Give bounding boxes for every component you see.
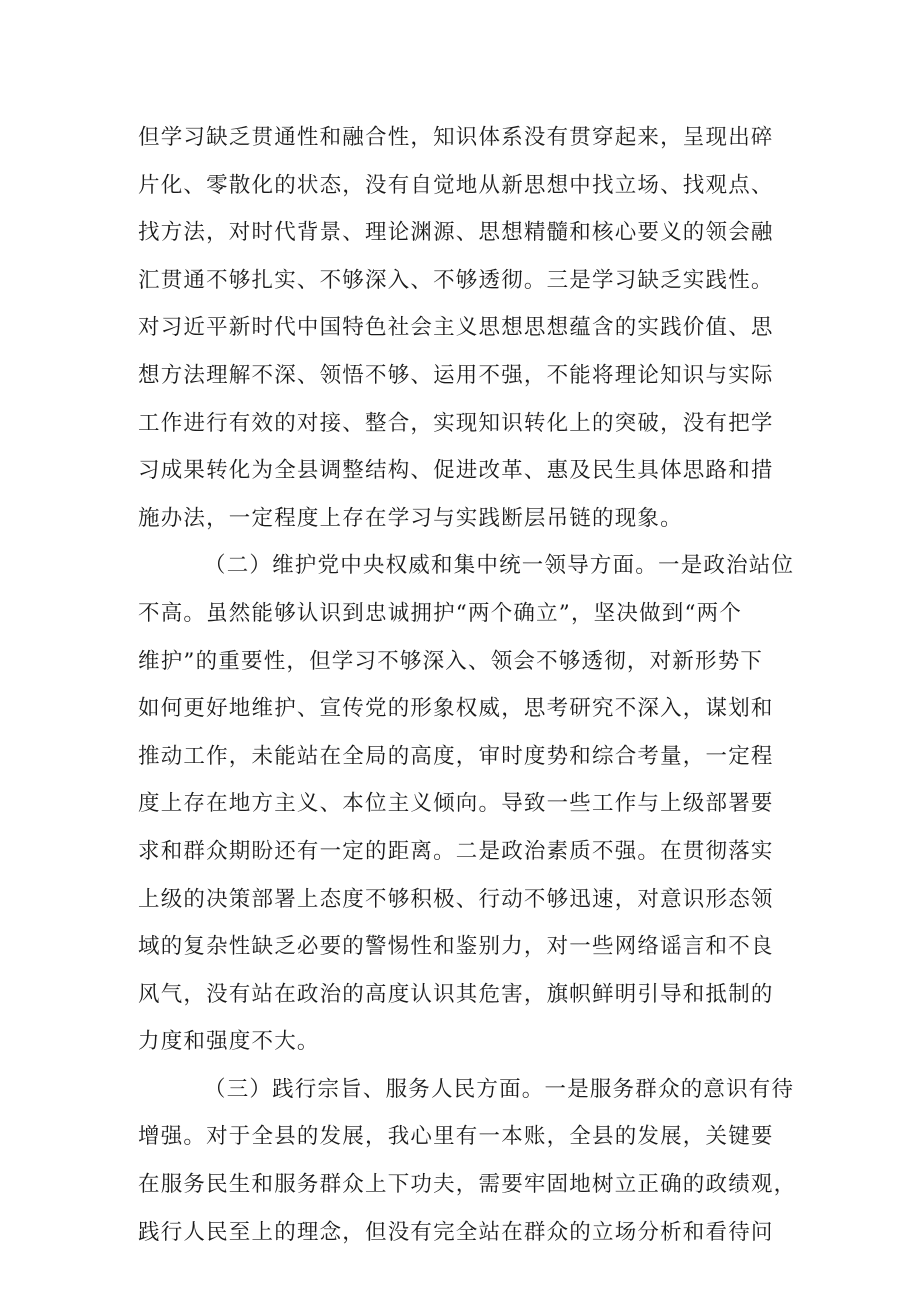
text-line: 工作进行有效的对接、整合，实现知识转化上的突破，没有把学 [138, 410, 774, 436]
paragraph-first-line: （二）维护党中央权威和集中统一领导方面。一是政治站位 [204, 553, 795, 579]
text-line: 上级的决策部署上态度不够积极、行动不够迅速，对意识形态领 [138, 886, 774, 912]
text-line: 对习近平新时代中国特色社会主义思想思想蕴含的实践价值、思 [138, 315, 774, 341]
text-line: 维护”的重要性，但学习不够深入、领会不够透彻，对新形势下 [138, 648, 764, 674]
text-line: 习成果转化为全县调整结构、促进改革、惠及民生具体思路和措 [138, 458, 774, 484]
text-line: 度上存在地方主义、本位主义倾向。导致一些工作与上级部署要 [138, 791, 774, 817]
text-line: 如何更好地维护、宣传党的形象权威，思考研究不深入，谋划和 [138, 696, 774, 722]
text-line: 求和群众期盼还有一定的距离。二是政治素质不强。在贯彻落实 [138, 838, 774, 864]
document-body-text [138, 114, 802, 1256]
text-line: 片化、零散化的状态，没有自觉地从新思想中找立场、找观点、 [138, 172, 774, 198]
text-line: 力度和强度不大。 [138, 1029, 320, 1055]
text-line: 践行人民至上的理念，但没有完全站在群众的立场分析和看待问 [138, 1219, 774, 1245]
text-line: 但学习缺乏贯通性和融合性，知识体系没有贯穿起来，呈现出碎 [138, 125, 774, 150]
paragraph-first-line: （三）践行宗旨、服务人民方面。一是服务群众的意识有待 [204, 1076, 795, 1102]
text-line: 汇贯通不够扎实、不够深入、不够透彻。三是学习缺乏实践性。 [138, 267, 774, 293]
text-line: 想方法理解不深、领悟不够、运用不强，不能将理论知识与实际 [138, 362, 774, 388]
text-line: 风气，没有站在政治的高度认识其危害，旗帜鲜明引导和抵制的 [138, 981, 774, 1007]
text-line: 增强。对于全县的发展，我心里有一本账，全县的发展，关键要 [138, 1124, 774, 1150]
text-line: 找方法，对时代背景、理论渊源、思想精髓和核心要义的领会融 [138, 220, 774, 246]
text-line: 不高。虽然能够认识到忠诚拥护“两个确立”，坚决做到“两个 [138, 600, 743, 626]
text-line: 施办法，一定程度上存在学习与实践断层吊链的现象。 [138, 505, 683, 531]
text-line: 推动工作，未能站在全局的高度，审时度势和综合考量，一定程 [138, 743, 774, 769]
text-line: 域的复杂性缺乏必要的警惕性和鉴别力，对一些网络谣言和不良 [138, 934, 774, 960]
text-line: 在服务民生和服务群众上下功夫，需要牢固地树立正确的政绩观， [138, 1172, 797, 1198]
